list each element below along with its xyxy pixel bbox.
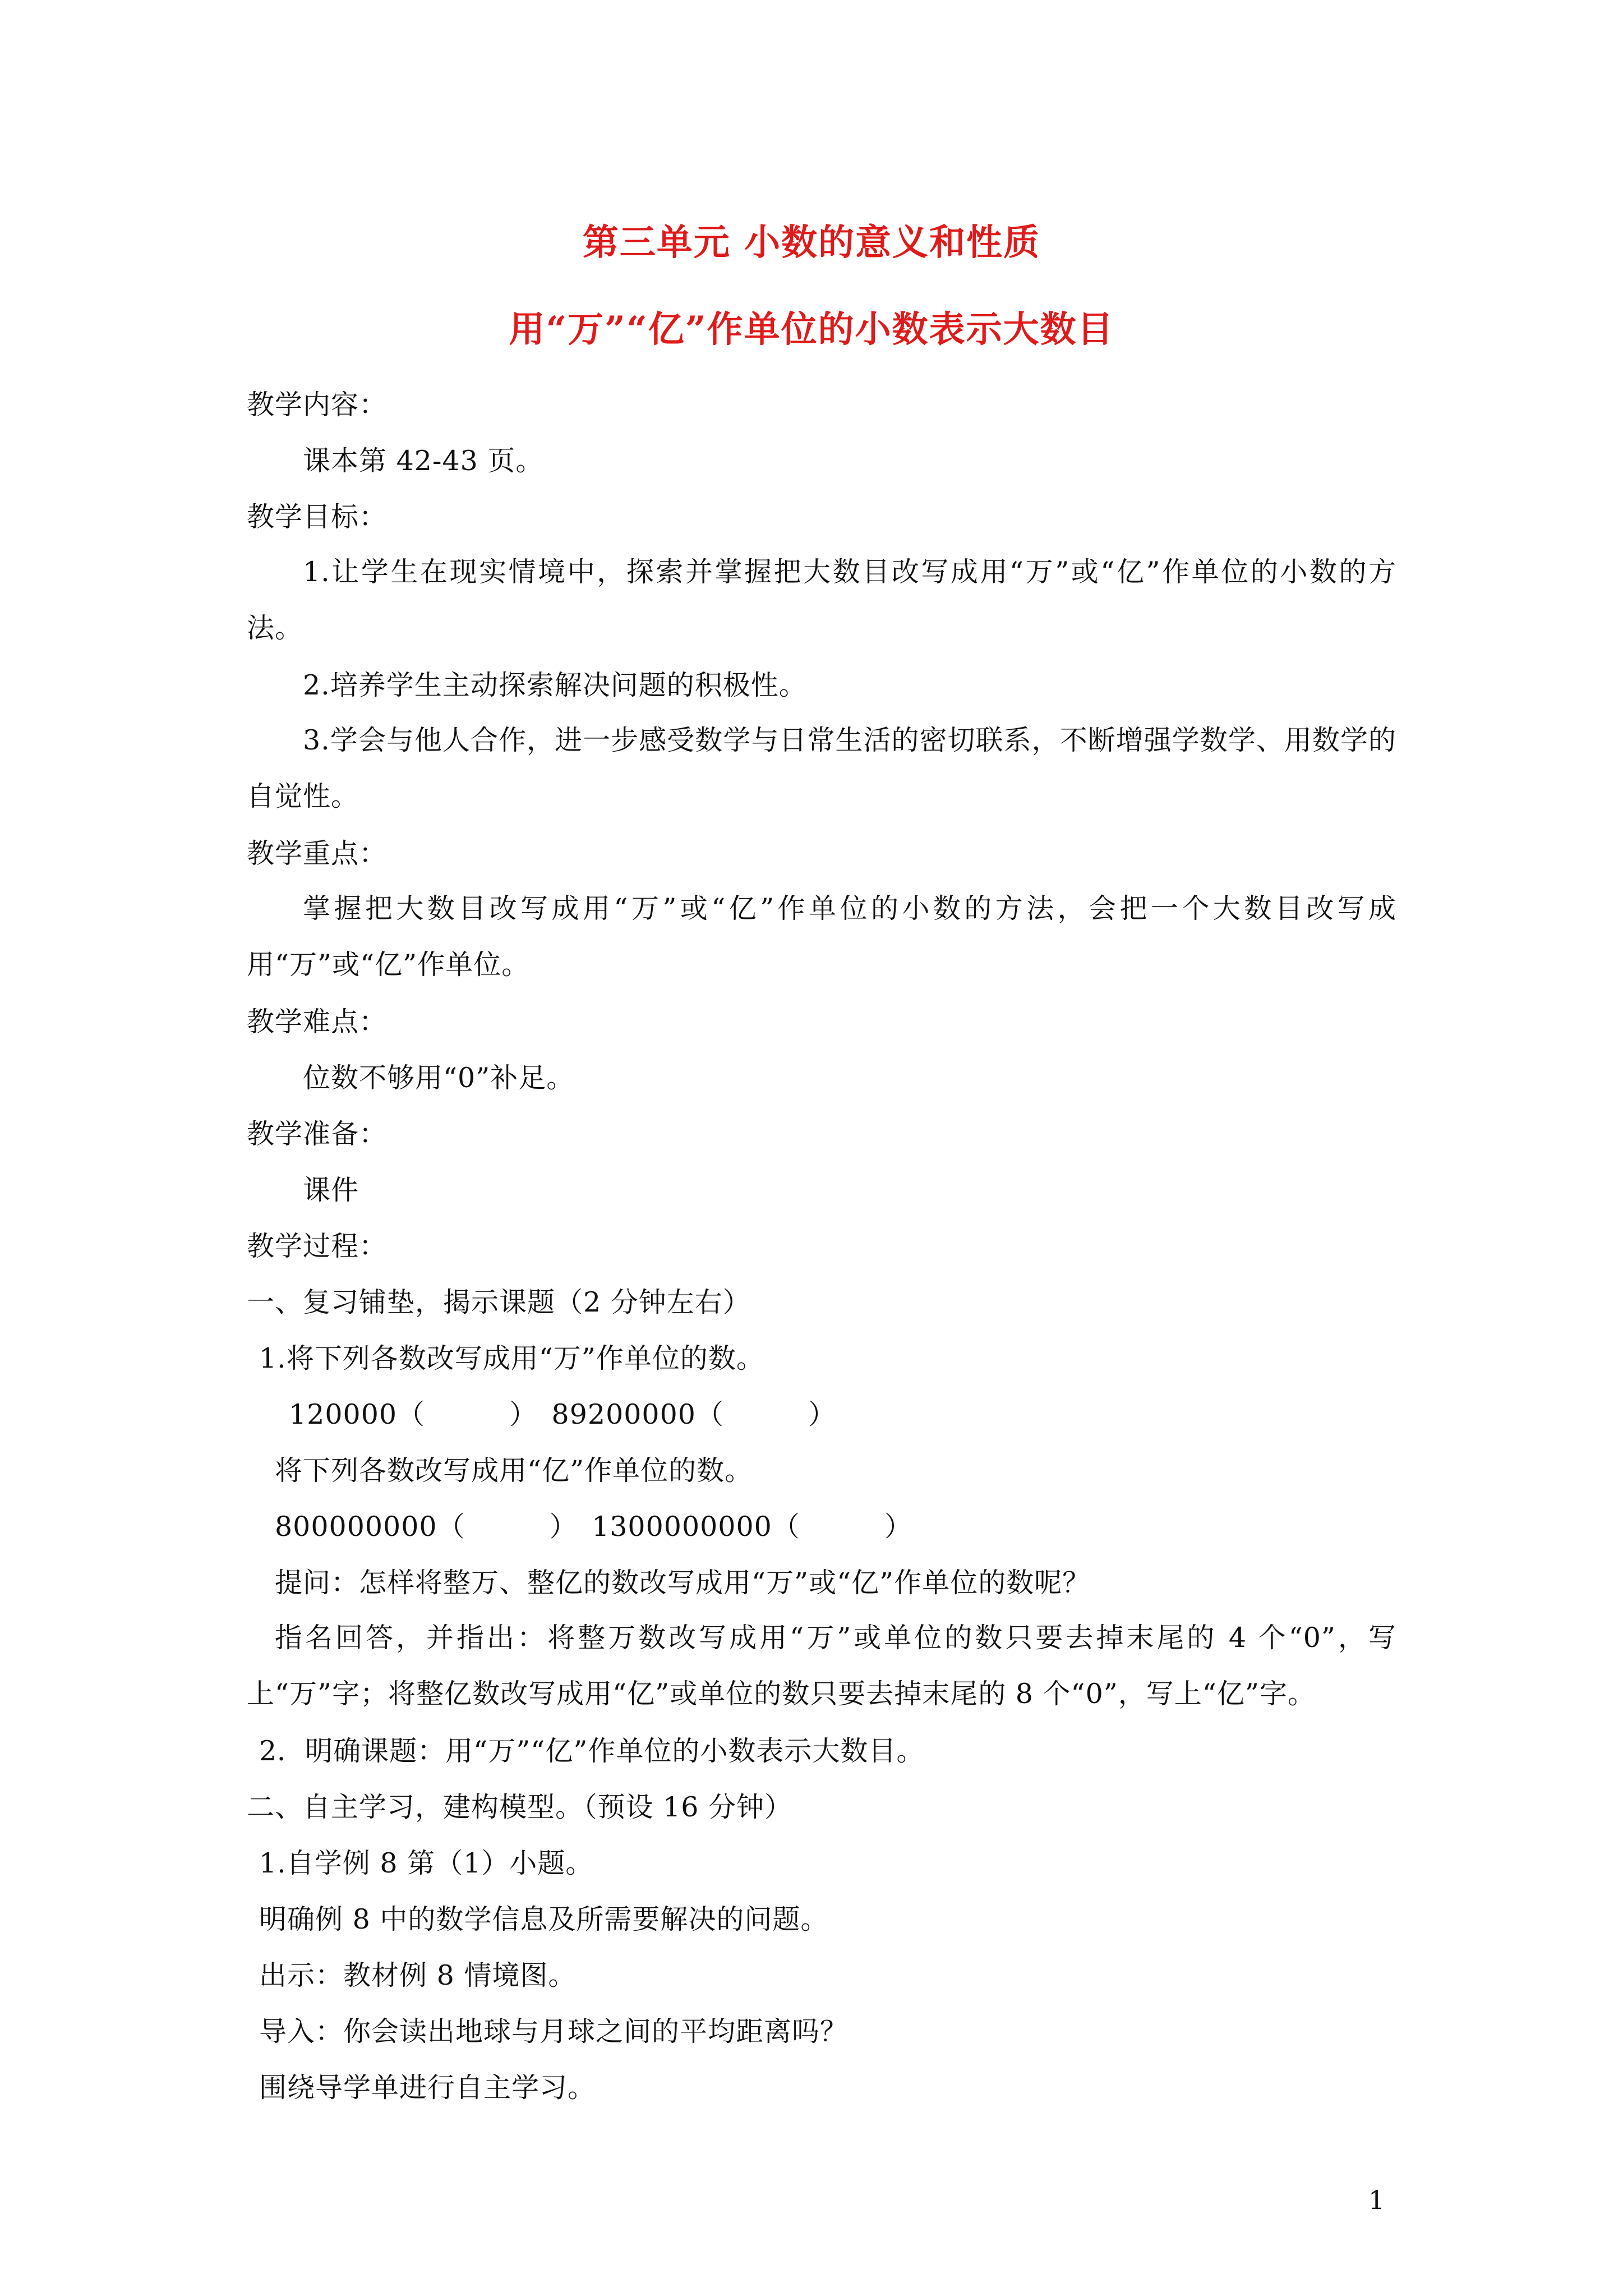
- section-2-item-5: 围绕导学单进行自主学习。: [259, 2072, 596, 2104]
- goal-1: 1.让学生在现实情境中，探索并掌握把大数目改写成用“万”或“亿”作单位的小数的方法。: [247, 556, 1397, 644]
- preparation-heading: 教学准备：: [247, 1118, 388, 1150]
- lesson-title: 用“万”“亿”作单位的小数表示大数目: [509, 309, 1114, 351]
- section-1-question-1: 1.将下列各数改写成用“万”作单位的数。: [259, 1342, 764, 1374]
- content-text: 课本第 42-43 页。: [303, 445, 544, 477]
- page-number: 1: [1368, 2185, 1385, 2215]
- difficulties-text: 位数不够用“0”补足。: [303, 1062, 575, 1094]
- section-2-item-4: 导入：你会读出地球与月球之间的平均距离吗？: [259, 2016, 849, 2047]
- key-points-text: 掌握把大数目改写成用“万”或“亿”作单位的小数的方法，会把一个大数目改写成用“万”或“亿”作单位。: [247, 892, 1396, 981]
- key-points-heading: 教学重点：: [247, 838, 388, 869]
- section-2-heading: 二、自主学习，建构模型。（预设 16 分钟）: [247, 1791, 793, 1823]
- section-1-numbers-2: 800000000（ ） 1300000000（ ）: [275, 1511, 912, 1543]
- section-2-item-1: 1.自学例 8 第（1）小题。: [259, 1847, 594, 1879]
- section-1-heading: 一、复习铺垫，揭示课题（2 分钟左右）: [247, 1286, 751, 1318]
- goal-2: 2.培养学生主动探索解决问题的积极性。: [303, 669, 807, 701]
- unit-title: 第三单元 小数的意义和性质: [582, 222, 1041, 264]
- goals-heading: 教学目标：: [247, 501, 388, 533]
- process-heading: 教学过程：: [247, 1230, 388, 1262]
- difficulties-heading: 教学难点：: [247, 1006, 388, 1038]
- goal-3: 3.学会与他人合作，进一步感受数学与日常生活的密切联系，不断增强学数学、用数学的自觉性。: [247, 724, 1396, 812]
- section-1-numbers-1: 120000（ ） 89200000（ ）: [289, 1398, 836, 1430]
- section-1-answer: 指名回答，并指出：将整万数改写成用“万”或单位的数只要去掉末尾的 4 个“0”，写上“万”字；将整亿数改写成用“亿”或单位的数只要去掉末尾的 8 个“0”，写上“亿”字。: [247, 1622, 1396, 1710]
- section-1-question-2: 将下列各数改写成用“亿”作单位的数。: [275, 1455, 753, 1487]
- preparation-text: 课件: [303, 1174, 359, 1206]
- section-1-question-prompt: 提问：怎样将整万、整亿的数改写成用“万”或“亿”作单位的数呢？: [275, 1567, 1091, 1599]
- section-1-topic: 2．明确课题：用“万”“亿”作单位的小数表示大数目。: [259, 1735, 925, 1767]
- content-heading: 教学内容：: [247, 389, 388, 421]
- section-2-item-3: 出示：教材例 8 情境图。: [259, 1959, 577, 1991]
- section-2-item-2: 明确例 8 中的数学信息及所需要解决的问题。: [259, 1903, 829, 1935]
